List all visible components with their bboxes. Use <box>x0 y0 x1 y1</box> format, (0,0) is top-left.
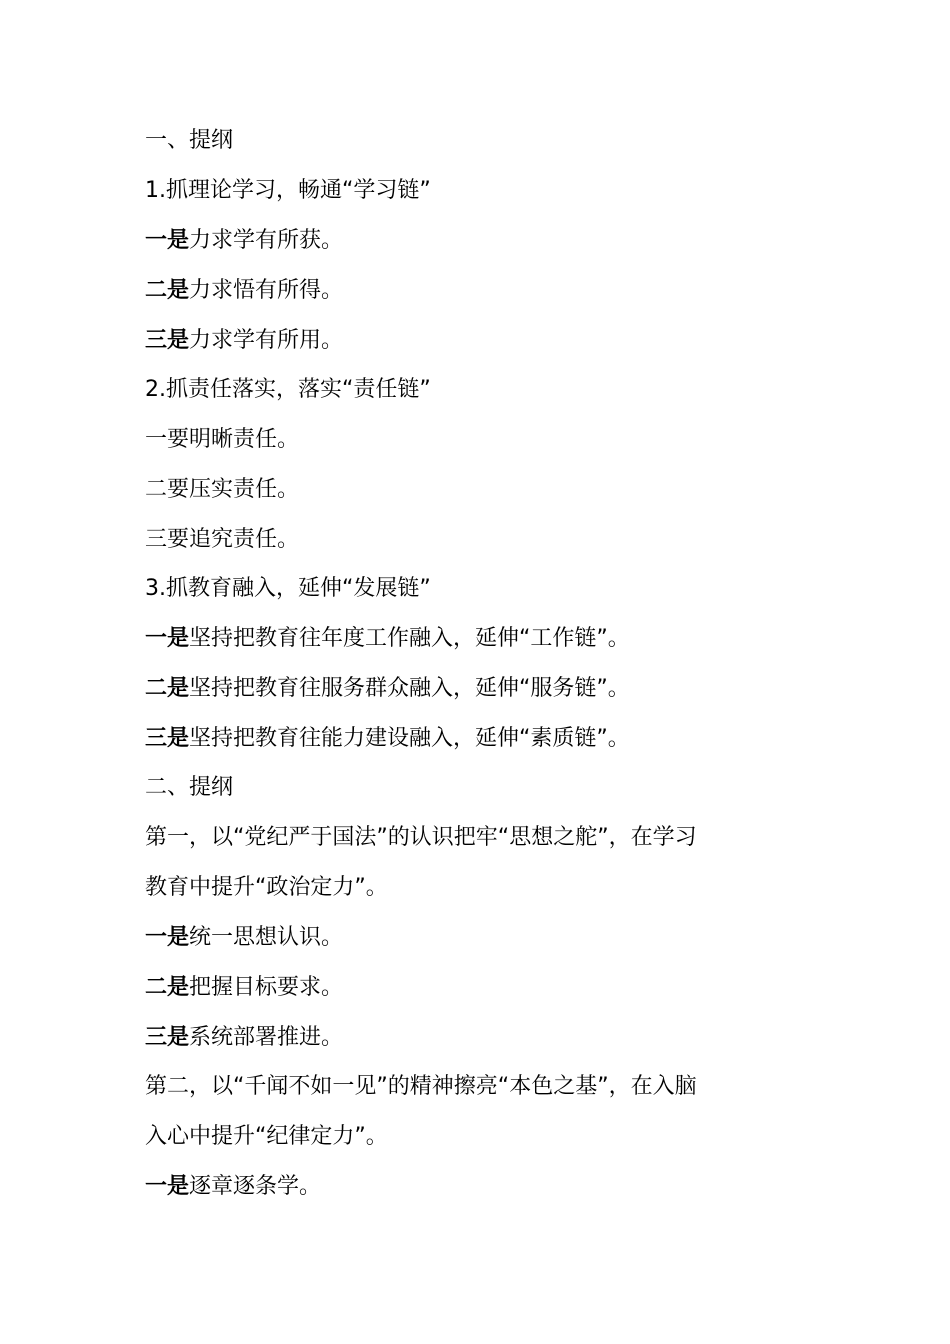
paragraph: 第二，以“千闻不如一见”的精神擦亮“本色之基”，在入脑 <box>145 1074 697 1099</box>
paragraph: 三是坚持把教育往能力建设融入，延伸“素质链”。 <box>145 726 630 751</box>
paragraph: 一是力求学有所获。 <box>145 228 344 253</box>
paragraph: 教育中提升“政治定力”。 <box>145 875 388 900</box>
paragraph: 三是力求学有所用。 <box>145 328 344 353</box>
paragraph: 入心中提升“纪律定力”。 <box>145 1124 388 1149</box>
subheading: 2.抓责任落实，落实“责任链” <box>145 377 431 402</box>
paragraph: 一是逐章逐条学。 <box>145 1174 322 1199</box>
paragraph: 三要追究责任。 <box>145 527 300 552</box>
paragraph: 二是坚持把教育往服务群众融入，延伸“服务链”。 <box>145 676 630 701</box>
section-heading: 二、提纲 <box>145 775 234 800</box>
section-heading: 一、提纲 <box>145 128 234 153</box>
paragraph: 二是把握目标要求。 <box>145 975 344 1000</box>
paragraph: 一是统一思想认识。 <box>145 925 344 950</box>
paragraph: 三是系统部署推进。 <box>145 1025 344 1050</box>
subheading: 3.抓教育融入，延伸“发展链” <box>145 576 431 601</box>
paragraph: 二要压实责任。 <box>145 477 300 502</box>
subheading: 1.抓理论学习，畅通“学习链” <box>145 178 431 203</box>
paragraph: 一要明晰责任。 <box>145 427 300 452</box>
paragraph: 二是力求悟有所得。 <box>145 278 344 303</box>
paragraph: 一是坚持把教育往年度工作融入，延伸“工作链”。 <box>145 626 630 651</box>
paragraph: 第一，以“党纪严于国法”的认识把牢“思想之舵”，在学习 <box>145 825 697 850</box>
